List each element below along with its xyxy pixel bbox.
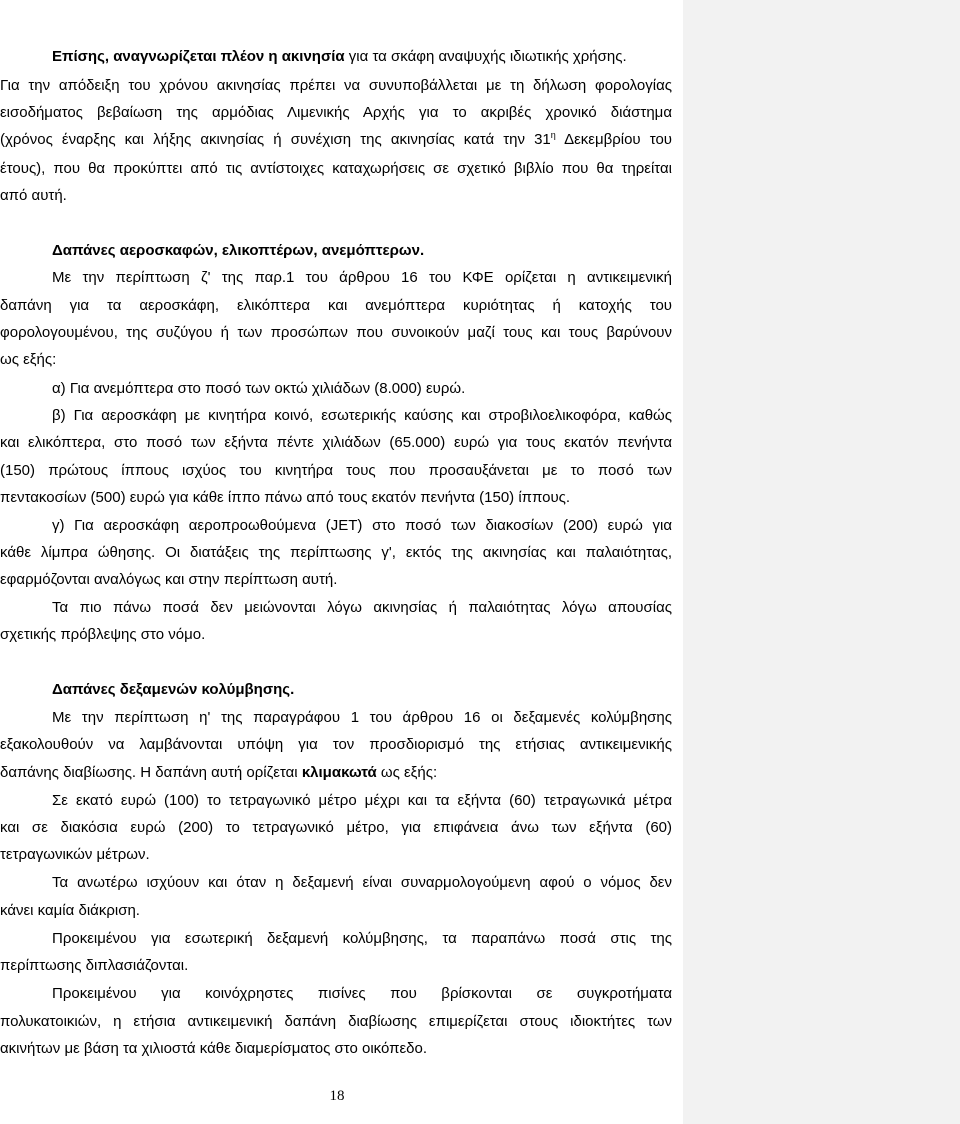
paragraph-line: Προκειμένου για κοινόχρηστες πισίνες που βρίσκονται σε συγκροτήματα — [52, 985, 672, 1002]
paragraph-line: σχετικής πρόβλεψης στο νόμο. — [0, 626, 206, 643]
paragraph-line: και σε διακόσια ευρώ (200) το τετραγωνικό μέτρο, για επιφάνεια άνω των εξήντα (60) — [0, 819, 672, 836]
comment-margin — [683, 0, 960, 1124]
paragraph-line: κάνει καμία διάκριση. — [0, 902, 140, 919]
text-run: ως εξής: — [376, 764, 438, 781]
text-run: για τα σκάφη αναψυχής ιδιωτικής χρήσης. — [344, 48, 627, 65]
paragraph-line: ως εξής: — [0, 351, 57, 368]
text-run: Δεκεμβρίου του — [555, 131, 672, 148]
paragraph-line: Για την απόδειξη του χρόνου ακινησίας πρέπει να συνυποβάλλεται με τη δήλωση φορολογίας — [0, 77, 672, 94]
section-heading: Δαπάνες αεροσκαφών, ελικοπτέρων, ανεμόπτερων. — [52, 242, 425, 259]
paragraph-line: Με την περίπτωση η' της παραγράφου 1 του άρθρου 16 οι δεξαμενές κολύμβησης — [52, 709, 672, 726]
page-number: 18 — [329, 1088, 345, 1104]
paragraph-line: φορολογουμένου, της συζύγου ή των προσώπων που συνοικούν μαζί τους και τους βαρύνουν — [0, 324, 672, 341]
paragraph-line: τετραγωνικών μέτρων. — [0, 846, 150, 863]
paragraph-line: περίπτωσης διπλασιάζονται. — [0, 957, 189, 974]
paragraph-line: εισοδήματος βεβαίωση της αρμόδιας Λιμενικής Αρχής για το ακριβές χρονικό διάστημα — [0, 104, 672, 121]
paragraph-line — [0, 130, 672, 150]
list-item: α) Για ανεμόπτερα στο ποσό των οκτώ χιλιάδων (8.000) ευρώ. — [52, 380, 466, 397]
paragraph-line: δαπάνη για τα αεροσκάφη, ελικόπτερα και ανεμόπτερα κυριότητας ή κατοχής του — [0, 297, 672, 314]
text-run: δαπάνης διαβίωσης. Η δαπάνη αυτή ορίζεται — [0, 764, 302, 781]
paragraph-line: εξακολουθούν να λαμβάνονται υπόψη για τον προσδιορισμό της ετήσιας αντικειμενικής — [0, 736, 672, 753]
paragraph-line — [0, 763, 437, 783]
list-item: γ) Για αεροσκάφη αεροπροωθούμενα (JET) στο ποσό των διακοσίων (200) ευρώ για — [52, 517, 672, 534]
paragraph-line: πεντακοσίων (500) ευρώ για κάθε ίππο πάνω από τους εκατόν πενήντα (150) ίππους. — [0, 489, 571, 506]
paragraph-line: Προκειμένου για εσωτερική δεξαμενή κολύμβησης, τα παραπάνω ποσά στις της — [52, 930, 672, 947]
section-heading: Δαπάνες δεξαμενών κολύμβησης. — [52, 681, 295, 698]
paragraph-line: Σε εκατό ευρώ (100) το τετραγωνικό μέτρο μέχρι και τα εξήντα (60) τετραγωνικά μέτρα — [52, 792, 672, 809]
paragraph-line: ακινήτων με βάση τα χιλιοστά κάθε διαμερίσματος στο οικόπεδο. — [0, 1040, 428, 1057]
paragraph-line: Τα πιο πάνω ποσά δεν μειώνονται λόγω ακινησίας ή παλαιότητας λόγω απουσίας — [52, 599, 672, 616]
text-run: (χρόνος έναρξης και λήξης ακινησίας ή συνέχιση της ακινησίας κατά την 31 — [0, 131, 551, 148]
paragraph-line: Με την περίπτωση ζ' της παρ.1 του άρθρου 16 του ΚΦΕ ορίζεται η αντικειμενική — [52, 269, 672, 286]
paragraph-line: πολυκατοικιών, η ετήσια αντικειμενική δαπάνη διαβίωσης επιμερίζεται στους ιδιοκτήτες των — [0, 1013, 672, 1030]
paragraph-line: (150) πρώτους ίππους ισχύος του κινητήρα τους που προσαυξάνεται με το ποσό των — [0, 462, 672, 479]
paragraph-line: Τα ανωτέρω ισχύουν και όταν η δεξαμενή είναι συναρμολογούμενη αφού ο νόμος δεν — [52, 874, 672, 891]
paragraph-line: κάθε λίμπρα ώθησης. Οι διατάξεις της περίπτωσης γ', εκτός της ακινησίας και παλαιότητας, — [0, 544, 672, 561]
superscript: η — [550, 130, 556, 140]
bold-phrase: κλιμακωτά — [301, 764, 377, 781]
paragraph-line: έτους), που θα προκύπτει από τις αντίστοιχες καταχωρήσεις σε σχετικό βιβλίο που θα τηρείται — [0, 160, 672, 177]
paragraph-line: εφαρμόζονται αναλόγως και στην περίπτωση αυτή. — [0, 571, 338, 588]
list-item: β) Για αεροσκάφη με κινητήρα κοινό, εσωτερικής καύσης και στροβιλοελικοφόρα, καθώς — [52, 407, 672, 424]
paragraph-line: και ελικόπτερα, στο ποσό των εξήντα πέντε χιλιάδων (65.000) ευρώ για τους εκατόν πενήντα — [0, 434, 672, 451]
paragraph-line: από αυτή. — [0, 187, 67, 204]
bold-phrase: Επίσης, αναγνωρίζεται πλέον η ακινησία — [52, 48, 345, 65]
paragraph-line — [52, 47, 627, 67]
